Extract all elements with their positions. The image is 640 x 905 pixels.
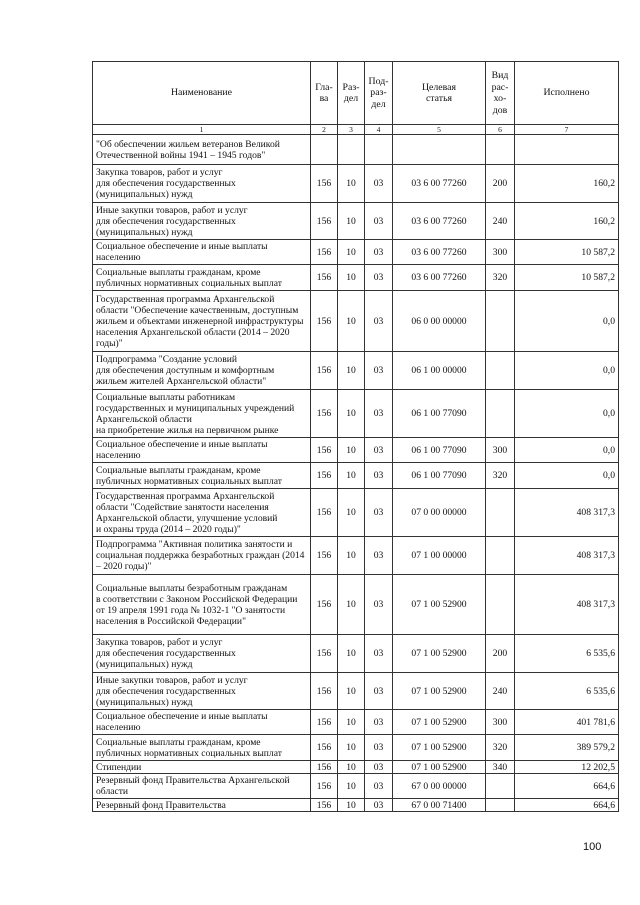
column-number: 2 — [311, 125, 338, 135]
row-glava: 156 — [311, 265, 338, 291]
row-glava: 156 — [311, 390, 338, 438]
row-executed: 6 535,6 — [515, 673, 619, 710]
row-podrazdel: 03 — [365, 390, 393, 438]
column-number: 6 — [486, 125, 515, 135]
row-executed: 160,2 — [515, 203, 619, 240]
row-executed: 160,2 — [515, 165, 619, 203]
header-row — [93, 62, 619, 125]
column-number-row — [93, 125, 619, 135]
row-podrazdel: 03 — [365, 537, 393, 575]
row-glava: 156 — [311, 240, 338, 265]
table-row — [93, 240, 619, 265]
table-row — [93, 761, 619, 774]
row-executed: 10 587,2 — [515, 265, 619, 291]
header-glava: Гла- ва — [311, 62, 338, 125]
row-vid: 320 — [486, 735, 515, 761]
row-glava: 156 — [311, 463, 338, 489]
row-executed: 408 317,3 — [515, 489, 619, 537]
row-target: 07 1 00 52900 — [393, 635, 486, 673]
table-body — [93, 135, 619, 812]
table-row — [93, 635, 619, 673]
row-podrazdel: 03 — [365, 575, 393, 635]
row-vid: 300 — [486, 438, 515, 463]
row-target — [393, 135, 486, 165]
row-podrazdel: 03 — [365, 774, 393, 799]
row-podrazdel: 03 — [365, 438, 393, 463]
row-glava: 156 — [311, 799, 338, 812]
row-vid: 300 — [486, 240, 515, 265]
row-glava: 156 — [311, 165, 338, 203]
row-razdel: 10 — [338, 438, 365, 463]
header-podrazdel: Под- раз- дел — [365, 62, 393, 125]
row-razdel: 10 — [338, 463, 365, 489]
column-number: 7 — [515, 125, 619, 135]
header-razdel: Раз- дел — [338, 62, 365, 125]
row-name: Социальное обеспечение и иные выплаты населению — [93, 240, 311, 265]
row-glava: 156 — [311, 352, 338, 390]
row-target: 03 6 00 77260 — [393, 265, 486, 291]
row-target: 06 1 00 00000 — [393, 352, 486, 390]
column-number: 4 — [365, 125, 393, 135]
row-podrazdel — [365, 135, 393, 165]
row-target: 06 0 00 00000 — [393, 291, 486, 352]
row-podrazdel: 03 — [365, 735, 393, 761]
row-vid: 240 — [486, 673, 515, 710]
row-vid: 300 — [486, 710, 515, 735]
row-glava: 156 — [311, 537, 338, 575]
row-executed: 408 317,3 — [515, 575, 619, 635]
row-podrazdel: 03 — [365, 265, 393, 291]
table-row — [93, 135, 619, 165]
table-row — [93, 165, 619, 203]
table-row — [93, 291, 619, 352]
row-name: Социальное обеспечение и иные выплаты населению — [93, 710, 311, 735]
row-target: 07 0 00 00000 — [393, 489, 486, 537]
row-podrazdel: 03 — [365, 673, 393, 710]
row-glava: 156 — [311, 761, 338, 774]
row-name: Подпрограмма "Активная политика занятости и социальная поддержка безработных граждан (2014 – 2020 годы)" — [93, 537, 311, 575]
row-razdel: 10 — [338, 291, 365, 352]
row-target: 67 0 00 00000 — [393, 774, 486, 799]
row-podrazdel: 03 — [365, 710, 393, 735]
row-razdel: 10 — [338, 761, 365, 774]
row-razdel: 10 — [338, 673, 365, 710]
column-number: 3 — [338, 125, 365, 135]
row-razdel: 10 — [338, 265, 365, 291]
row-executed: 0,0 — [515, 463, 619, 489]
row-razdel: 10 — [338, 710, 365, 735]
table-row — [93, 774, 619, 799]
table-row — [93, 537, 619, 575]
row-name: Иные закупки товаров, работ и услуг для обеспечения государственных (муниципальных) нужд — [93, 203, 311, 240]
row-name: Социальное обеспечение и иные выплаты населению — [93, 438, 311, 463]
table-row — [93, 735, 619, 761]
table-row — [93, 265, 619, 291]
row-razdel: 10 — [338, 390, 365, 438]
row-name: Социальные выплаты работникам государственных и муниципальных учреждений Архангельской области на приобретение жилья на первичном рынке — [93, 390, 311, 438]
row-glava: 156 — [311, 673, 338, 710]
table-row — [93, 390, 619, 438]
row-vid: 340 — [486, 761, 515, 774]
row-glava: 156 — [311, 710, 338, 735]
row-executed: 664,6 — [515, 774, 619, 799]
row-vid: 240 — [486, 203, 515, 240]
row-executed: 10 587,2 — [515, 240, 619, 265]
column-number: 5 — [393, 125, 486, 135]
row-podrazdel: 03 — [365, 635, 393, 673]
row-podrazdel: 03 — [365, 291, 393, 352]
row-name: Государственная программа Архангельской области "Содействие занятости населения Архангельской области, улучшение условий и охраны труда (2014 – 2020 годы)" — [93, 489, 311, 537]
table-row — [93, 489, 619, 537]
table-row — [93, 673, 619, 710]
row-razdel: 10 — [338, 352, 365, 390]
row-razdel: 10 — [338, 575, 365, 635]
row-vid — [486, 774, 515, 799]
row-executed: 401 781,6 — [515, 710, 619, 735]
row-target: 06 1 00 77090 — [393, 390, 486, 438]
row-name: Социальные выплаты гражданам, кроме публичных нормативных социальных выплат — [93, 735, 311, 761]
row-podrazdel: 03 — [365, 165, 393, 203]
row-razdel: 10 — [338, 774, 365, 799]
row-podrazdel: 03 — [365, 463, 393, 489]
table-row — [93, 463, 619, 489]
row-target: 03 6 00 77260 — [393, 240, 486, 265]
row-vid: 200 — [486, 165, 515, 203]
row-name: "Об обеспечении жильем ветеранов Великой Отечественной войны 1941 – 1945 годов" — [93, 135, 311, 165]
row-glava: 156 — [311, 735, 338, 761]
table-row — [93, 710, 619, 735]
row-executed: 408 317,3 — [515, 537, 619, 575]
row-target: 03 6 00 77260 — [393, 165, 486, 203]
row-name: Иные закупки товаров, работ и услуг для обеспечения государственных (муниципальных) нужд — [93, 673, 311, 710]
row-glava: 156 — [311, 291, 338, 352]
row-name: Закупка товаров, работ и услуг для обеспечения государственных (муниципальных) нужд — [93, 165, 311, 203]
row-executed: 389 579,2 — [515, 735, 619, 761]
row-target: 07 1 00 52900 — [393, 735, 486, 761]
row-target: 07 1 00 52900 — [393, 575, 486, 635]
row-podrazdel: 03 — [365, 240, 393, 265]
table-row — [93, 575, 619, 635]
row-executed: 0,0 — [515, 291, 619, 352]
row-razdel — [338, 135, 365, 165]
row-vid — [486, 291, 515, 352]
row-target: 07 1 00 52900 — [393, 673, 486, 710]
row-razdel: 10 — [338, 537, 365, 575]
row-vid: 320 — [486, 463, 515, 489]
header-executed: Исполнено — [515, 62, 619, 125]
row-executed: 0,0 — [515, 390, 619, 438]
row-razdel: 10 — [338, 799, 365, 812]
row-razdel: 10 — [338, 240, 365, 265]
column-number: 1 — [93, 125, 311, 135]
table-row — [93, 438, 619, 463]
row-vid — [486, 575, 515, 635]
row-target: 06 1 00 77090 — [393, 463, 486, 489]
table-row — [93, 799, 619, 812]
row-executed: 664,6 — [515, 799, 619, 812]
row-podrazdel: 03 — [365, 761, 393, 774]
header-vid: Вид рас- хо- дов — [486, 62, 515, 125]
row-executed — [515, 135, 619, 165]
row-glava: 156 — [311, 489, 338, 537]
row-razdel: 10 — [338, 735, 365, 761]
row-glava: 156 — [311, 635, 338, 673]
row-razdel: 10 — [338, 203, 365, 240]
row-glava: 156 — [311, 575, 338, 635]
row-vid — [486, 537, 515, 575]
row-vid: 200 — [486, 635, 515, 673]
row-glava: 156 — [311, 438, 338, 463]
row-name: Социальные выплаты гражданам, кроме публичных нормативных социальных выплат — [93, 463, 311, 489]
row-target: 07 1 00 00000 — [393, 537, 486, 575]
table-row — [93, 203, 619, 240]
page-number: 100 — [583, 841, 602, 853]
row-vid — [486, 135, 515, 165]
row-target: 07 1 00 52900 — [393, 710, 486, 735]
row-name: Резервный фонд Правительства Архангельской области — [93, 774, 311, 799]
row-name: Государственная программа Архангельской области "Обеспечение качественным, доступным жильем и объектами инженерной инфраструктуры населения Архангельской области (2014 – 2020 годы)" — [93, 291, 311, 352]
row-razdel: 10 — [338, 635, 365, 673]
row-vid — [486, 799, 515, 812]
row-razdel: 10 — [338, 165, 365, 203]
row-target: 07 1 00 52900 — [393, 761, 486, 774]
row-glava: 156 — [311, 203, 338, 240]
row-glava: 156 — [311, 774, 338, 799]
budget-table — [92, 61, 619, 812]
row-podrazdel: 03 — [365, 203, 393, 240]
row-executed: 0,0 — [515, 352, 619, 390]
row-executed: 0,0 — [515, 438, 619, 463]
row-name: Социальные выплаты безработным гражданам в соответствии с Законом Российской Федерации от 19 апреля 1991 года № 1032-1 "О занятости населения в Российской Федерации" — [93, 575, 311, 635]
row-vid — [486, 489, 515, 537]
row-podrazdel: 03 — [365, 352, 393, 390]
row-target: 67 0 00 71400 — [393, 799, 486, 812]
row-glava — [311, 135, 338, 165]
row-vid — [486, 352, 515, 390]
row-executed: 6 535,6 — [515, 635, 619, 673]
row-target: 06 1 00 77090 — [393, 438, 486, 463]
row-name: Резервный фонд Правительства — [93, 799, 311, 812]
row-executed: 12 202,5 — [515, 761, 619, 774]
table-row — [93, 352, 619, 390]
row-name: Закупка товаров, работ и услуг для обеспечения государственных (муниципальных) нужд — [93, 635, 311, 673]
row-razdel: 10 — [338, 489, 365, 537]
header-target: Целевая статья — [393, 62, 486, 125]
row-name: Стипендии — [93, 761, 311, 774]
header-name: Наименование — [93, 62, 311, 125]
row-name: Подпрограмма "Создание условий для обеспечения доступным и комфортным жильем жителей Архангельской области" — [93, 352, 311, 390]
row-target: 03 6 00 77260 — [393, 203, 486, 240]
row-vid: 320 — [486, 265, 515, 291]
row-vid — [486, 390, 515, 438]
row-podrazdel: 03 — [365, 489, 393, 537]
row-podrazdel: 03 — [365, 799, 393, 812]
row-name: Социальные выплаты гражданам, кроме публичных нормативных социальных выплат — [93, 265, 311, 291]
